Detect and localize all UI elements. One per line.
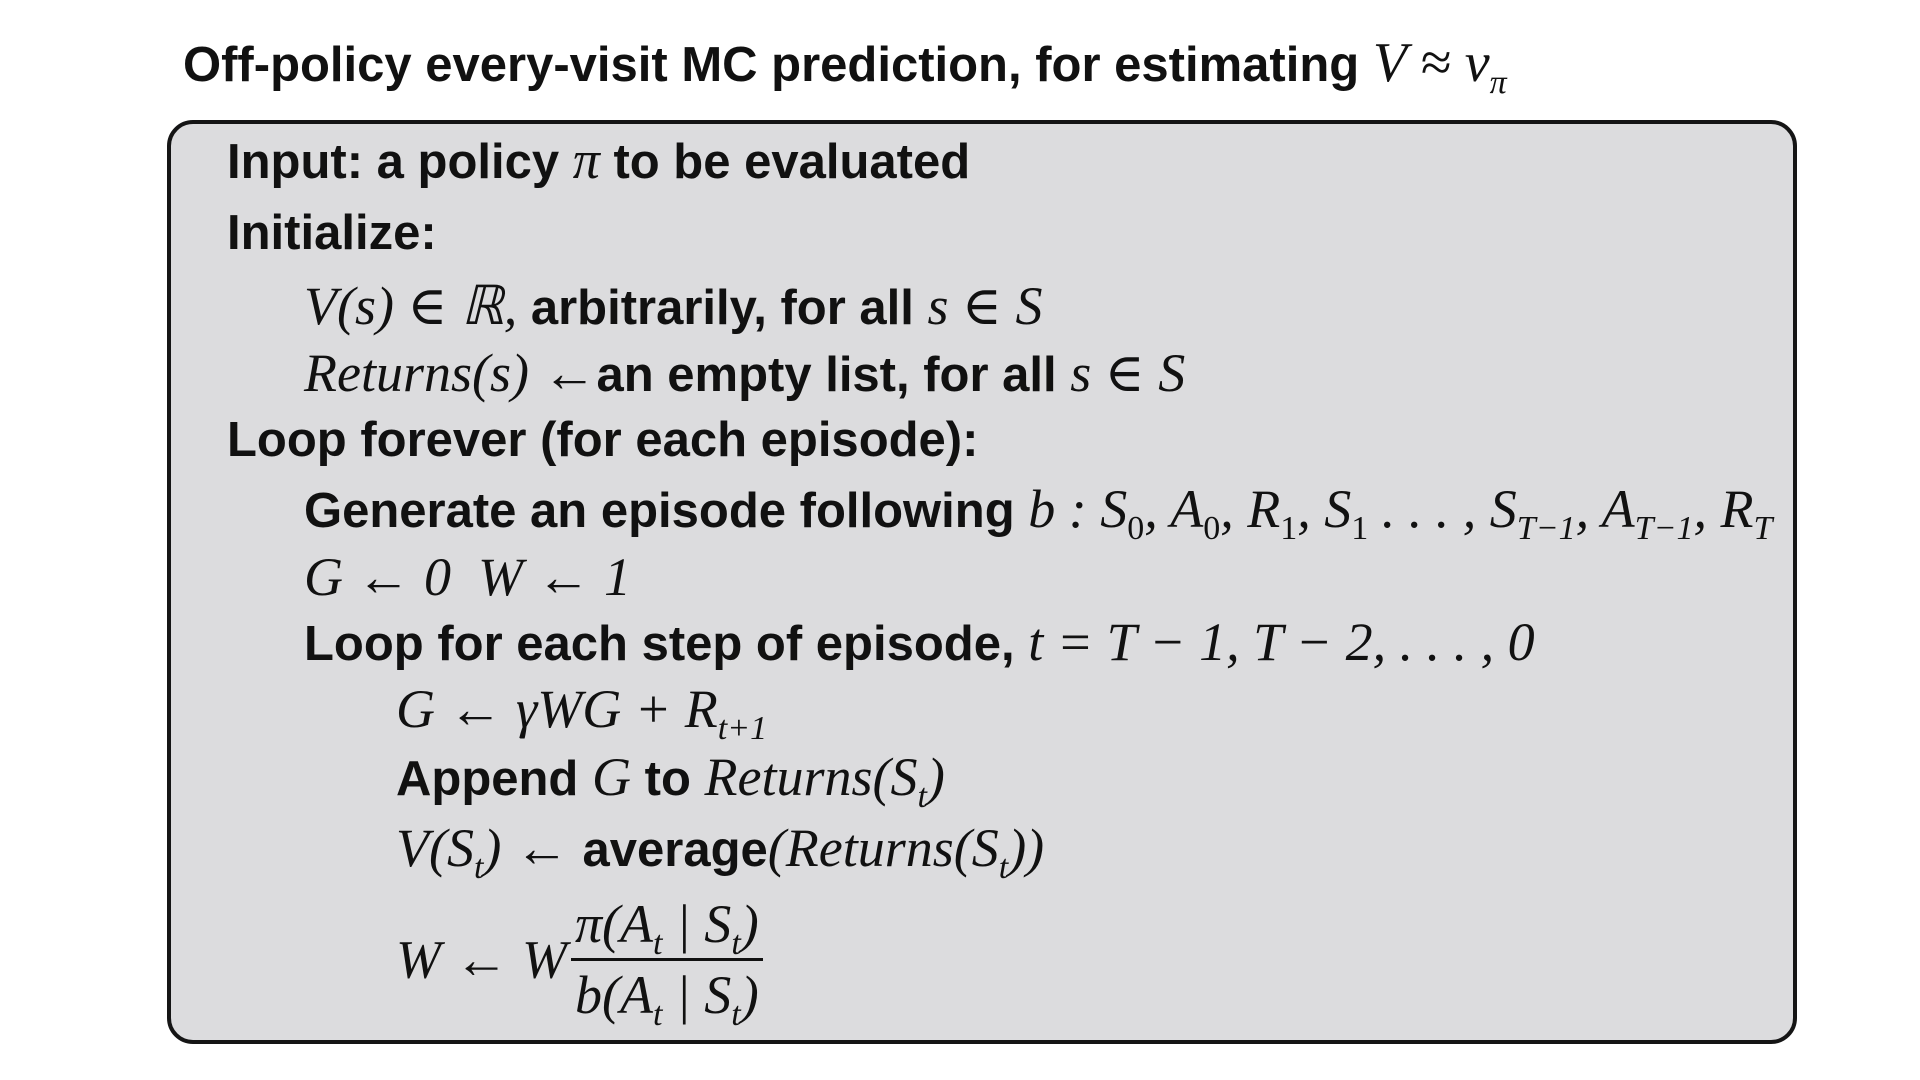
fraction-numerator: $\pi(A_t$ | $S_t$) (571, 894, 763, 961)
init-v-rhs: s ∈ S (927, 276, 1043, 336)
append-line (396, 745, 945, 815)
algorithm-title (183, 28, 1507, 100)
loop-steps-expr: t = T − 1, T − 2, . . . , 0 (1028, 612, 1535, 672)
init-v-lhs: V(s) ∈ ℝ, (304, 276, 518, 336)
title-text: Off-policy every-visit MC prediction, for estimating (183, 38, 1360, 92)
initialize-line (227, 201, 437, 265)
update-g-line (396, 677, 768, 747)
init-gw-expr: G ← 0 W ← 1 (304, 547, 631, 607)
fraction-denominator: $b(A_t$ | $S_t$) (575, 965, 759, 1033)
input-rest: to be evaluated (613, 135, 971, 189)
init-v-text: arbitrarily, for all (530, 281, 914, 335)
update-v-lhs: $V(S_t)$ ← (396, 818, 569, 886)
update-g-sub: t+1 (717, 710, 768, 747)
initialize-label: Initialize: (227, 206, 437, 260)
init-returns-line (304, 341, 1185, 407)
append-g: G (592, 747, 631, 807)
input-policy-symbol: π (572, 130, 600, 190)
loop-forever-line (227, 408, 978, 472)
init-returns-rhs: s ∈ S (1070, 343, 1186, 403)
update-v-average: average (582, 823, 768, 877)
update-v-arg: $(Returns(S_t))$ (767, 818, 1045, 886)
input-line (227, 128, 970, 194)
update-w-lhs: W ← W (396, 929, 567, 990)
input-label: Input: a policy (227, 135, 560, 189)
init-v-line (304, 274, 1043, 340)
update-g-expr: G ← γWG + R (396, 679, 718, 739)
append-word: Append (396, 752, 579, 806)
title-math-subscript: π (1489, 64, 1507, 101)
update-w-line (396, 894, 763, 1033)
loop-forever-label: Loop forever (for each episode): (227, 413, 979, 467)
init-returns-text: an empty list, for all (596, 348, 1057, 402)
update-w-fraction (571, 894, 763, 1033)
generate-sequence: b : $S_0$, $A_0$, $R_1$, $S_1$ . . . , $S_{T-1}$, $A_{T-1}$, $R_T$ (1028, 479, 1773, 547)
generate-line (304, 477, 1773, 547)
generate-text: Generate an episode following (304, 484, 1015, 538)
init-returns-lhs: Returns(s) ← (304, 343, 597, 403)
append-to: to (644, 752, 691, 806)
init-gw-line (304, 545, 631, 611)
loop-steps-text: Loop for each step of episode, (304, 617, 1015, 671)
append-returns: $Returns(S_t)$ (704, 747, 945, 815)
update-v-line (396, 816, 1045, 886)
loop-steps-line (304, 610, 1535, 676)
algorithm-box (167, 120, 1797, 1044)
title-math: V ≈ v (1372, 32, 1490, 94)
